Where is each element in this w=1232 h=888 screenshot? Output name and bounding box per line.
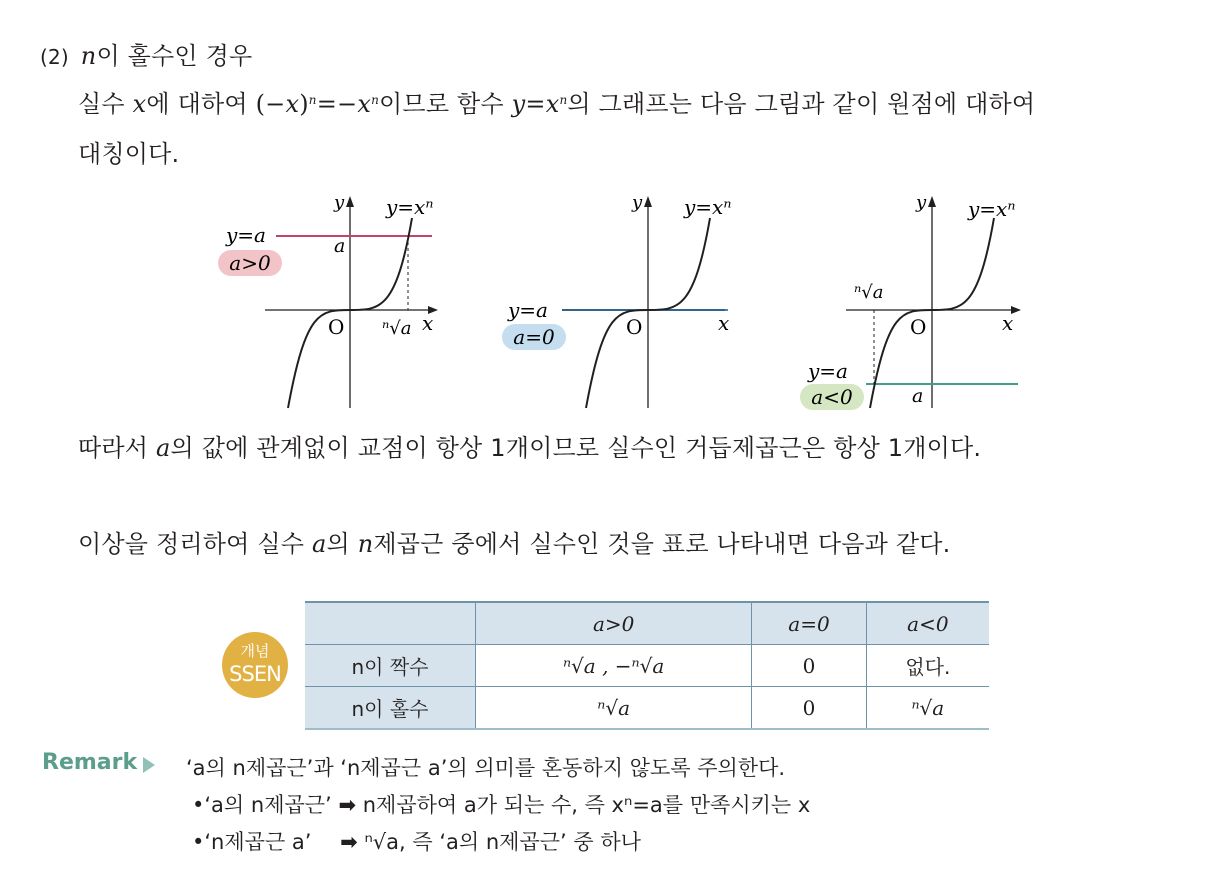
- graph-a-positive: [210, 190, 470, 410]
- paragraph-symmetry-line2: 대칭이다.: [78, 140, 180, 168]
- line-label: y=a: [508, 298, 548, 322]
- y-intercept-marker: a: [912, 385, 924, 407]
- table-cell: 없다.: [866, 645, 989, 687]
- curve-label: y=xⁿ: [386, 195, 434, 219]
- row-header: n이 홀수: [305, 687, 476, 730]
- x-axis-label: x: [422, 311, 434, 335]
- table-cell: ⁿ√a: [476, 687, 752, 730]
- curve-label: y=xⁿ: [968, 197, 1016, 221]
- remark-definition: ⁿ√a, 즉 ‘a의 n제곱근’ 중 하나: [364, 830, 641, 854]
- graph-a-negative: [796, 190, 1056, 420]
- math-x: x: [132, 90, 147, 118]
- remark-line3: [192, 826, 641, 856]
- section-heading: [40, 40, 252, 73]
- table-header-cell: a<0: [866, 602, 989, 645]
- summary-paragraph: [78, 528, 950, 560]
- heading-text: 이 홀수인 경우: [96, 42, 253, 70]
- math-a: a: [156, 434, 171, 462]
- row-header: n이 짝수: [305, 645, 476, 687]
- badge-line1: 개념: [240, 642, 270, 660]
- paragraph-symmetry: [78, 88, 1035, 120]
- table-header-corner: [305, 602, 476, 645]
- arrow-right-icon: ➡: [338, 793, 357, 817]
- remark-term: •‘a의 n제곱근’: [192, 793, 332, 817]
- remark-label: Remark: [42, 750, 138, 775]
- arrow-right-icon: ➡: [340, 830, 358, 854]
- remark-definition: n제곱하여 a가 되는 수, 즉 xⁿ=a를 만족시키는 x: [362, 793, 811, 817]
- case-label: a>0: [229, 251, 271, 275]
- table-cell: ⁿ√a , −ⁿ√a: [476, 645, 752, 687]
- remark-heading: [42, 750, 155, 775]
- case-label: a<0: [811, 385, 853, 409]
- remark-term: •‘n제곱근 a’: [192, 830, 312, 854]
- root-label: ⁿ√a: [382, 318, 412, 339]
- line-label: y=a: [226, 223, 266, 247]
- table-header-cell: a>0: [476, 602, 752, 645]
- para-text: 따라서: [78, 434, 149, 462]
- curve-label: y=xⁿ: [684, 195, 732, 219]
- table-cell: 0: [752, 687, 866, 730]
- remark-line2: [192, 789, 810, 819]
- y-axis-arrow-icon: [928, 196, 936, 207]
- badge-line2: SSEN: [229, 662, 281, 686]
- table-header-cell: a=0: [752, 602, 866, 645]
- remark-line1: ‘a의 n제곱근’과 ‘n제곱근 a’의 의미를 혼동하지 않도록 주의한다.: [186, 756, 786, 780]
- x-axis-label: x: [718, 311, 730, 335]
- math-a: a: [311, 530, 327, 558]
- y-axis-label: y: [632, 192, 643, 213]
- math-identity: $(-x)^n=-x^n$: [255, 90, 380, 118]
- x-axis-label: x: [1002, 311, 1014, 335]
- math-function: $y=x^n$: [511, 90, 568, 118]
- case-label: a=0: [513, 325, 555, 349]
- origin-label: O: [910, 315, 927, 339]
- para-text: 이므로 함수: [379, 90, 504, 118]
- line-label: y=a: [808, 359, 848, 383]
- para-text: 제곱근 중에서 실수인 것을 표로 나타내면 다음과 같다.: [373, 530, 951, 558]
- section-number: (2): [40, 45, 69, 69]
- table-cell: 0: [752, 645, 866, 687]
- para-text: 이상을 정리하여 실수: [78, 530, 305, 558]
- summary-table: [305, 601, 989, 730]
- para-text: 에 대하여: [146, 90, 248, 118]
- table-row: [305, 645, 989, 687]
- para-text: 의 값에 관계없이 교점이 항상 1개이므로 실수인 거듭제곱근은 항상 1개이다.: [170, 434, 982, 462]
- table-header-row: [305, 602, 989, 645]
- y-axis-arrow-icon: [346, 196, 354, 207]
- y-axis-label: y: [334, 192, 345, 213]
- conclusion-paragraph: [78, 432, 981, 464]
- para-text: 의: [326, 530, 350, 558]
- y-axis-label: y: [916, 192, 927, 213]
- graph-a-zero: [500, 190, 760, 410]
- triangle-arrow-icon: [143, 757, 155, 773]
- table-row: [305, 687, 989, 730]
- y-axis-arrow-icon: [644, 196, 652, 207]
- para-text: 실수: [78, 90, 125, 118]
- concept-badge: [222, 632, 288, 698]
- table-cell: ⁿ√a: [866, 687, 989, 730]
- origin-label: O: [328, 315, 345, 339]
- para-text: 의 그래프는 다음 그림과 같이 원점에 대하여: [567, 90, 1036, 118]
- y-intercept-marker: a: [334, 235, 346, 257]
- math-n: n: [357, 530, 374, 558]
- root-label: ⁿ√a: [854, 282, 884, 303]
- heading-variable: n: [80, 42, 97, 70]
- origin-label: O: [626, 315, 643, 339]
